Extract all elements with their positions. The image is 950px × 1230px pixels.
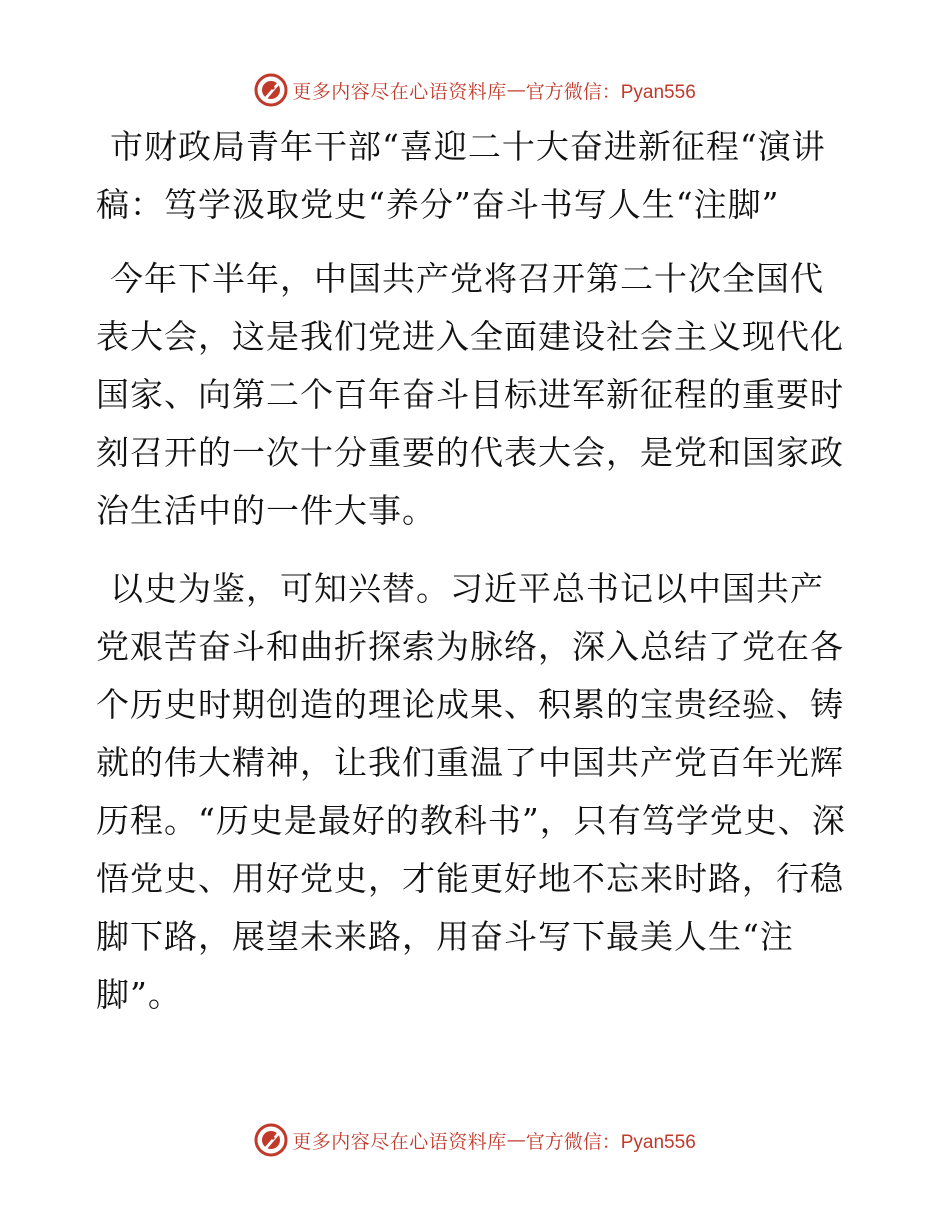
header-banner — [0, 70, 950, 110]
header-dash: — — [506, 79, 526, 101]
pen-nib-logo-icon — [254, 73, 288, 107]
header-site-text: 更多内容尽在心语资料库 — [292, 80, 507, 103]
footer-site-text: 更多内容尽在心语资料库 — [292, 1130, 507, 1153]
paragraph-1: 今年下半年，中国共产党将召开第二十次全国代表大会，这是我们党进入全面建设社会主义现代化国家、向第二个百年奋斗目标进军新征程的重要时刻召开的一次十分重要的代表大会，是党和国家政治生活中的一件大事。 — [96, 259, 844, 530]
document-body — [96, 118, 856, 1044]
header-wechat-text: 官方微信：Pyan556 — [525, 81, 696, 103]
pen-nib-logo-icon — [254, 1123, 288, 1157]
footer-wechat-text: 官方微信：Pyan556 — [525, 1131, 696, 1153]
document-title: 市财政局青年干部“喜迎二十大奋进新征程“演讲稿：笃学汲取党史“养分”奋斗书写人生“注脚” — [96, 127, 826, 224]
footer-banner — [0, 1120, 950, 1160]
footer-dash: — — [506, 1129, 526, 1151]
paragraph-2: 以史为鉴，可知兴替。习近平总书记以中国共产党艰苦奋斗和曲折探索为脉络，深入总结了党在各个历史时期创造的理论成果、积累的宝贵经验、铸就的伟大精神，让我们重温了中国共产党百年光辉历程。“历史是最好的教科书”，只有笃学党史、深悟党史、用好党史，才能更好地不忘来时路，行稳脚下路，展望未来路，用奋斗写下最美人生“注脚”。 — [96, 569, 846, 1014]
